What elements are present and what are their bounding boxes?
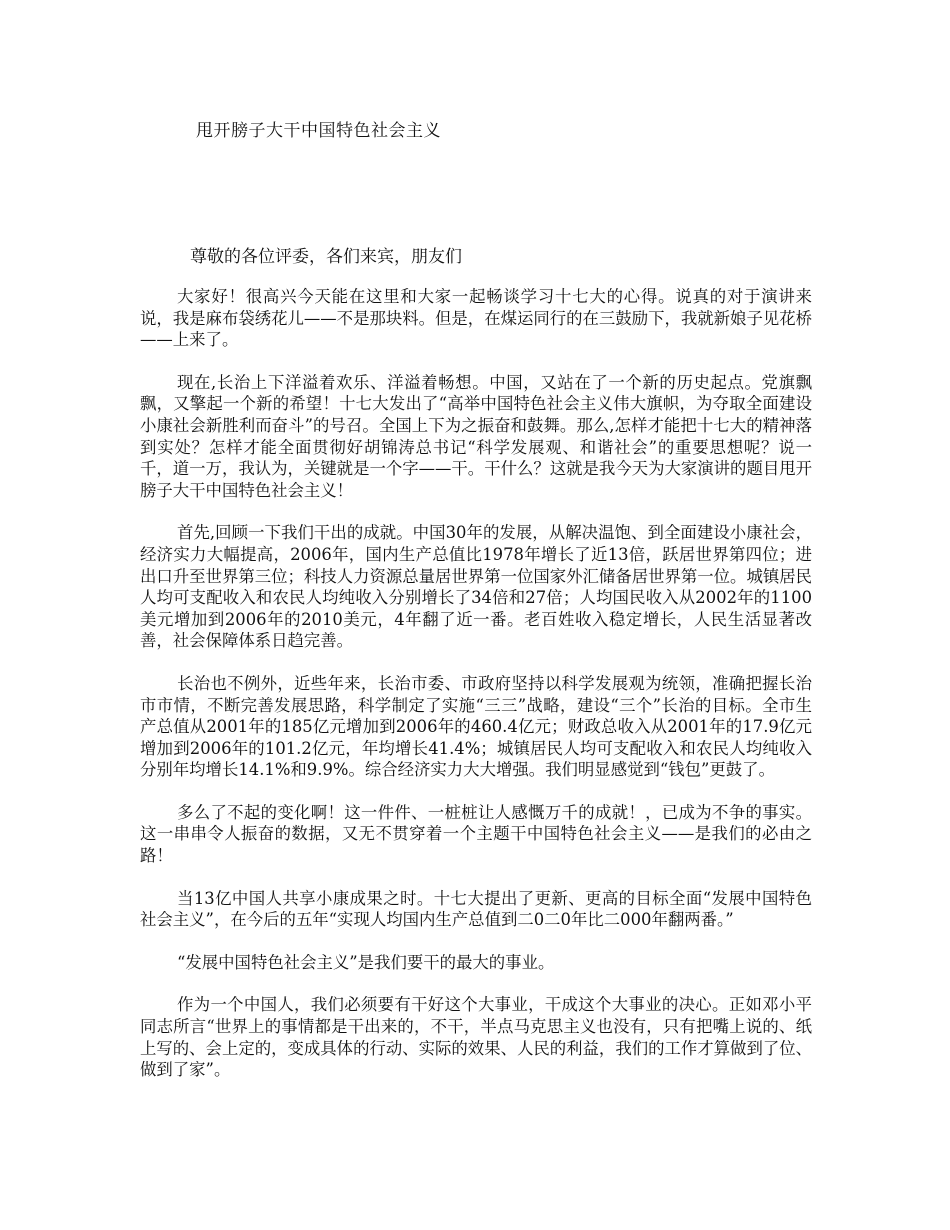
paragraph-national-achievements: 首先,回顾一下我们干出的成就。中国30年的发展，从解决温饱、到全面建设小康社会，经济实力大幅提高，2006年，国内生产总值比1978年增长了近13倍，跃居世界第四位；进出口升至世界第三位；科技人力资源总量居世界第一位国家外汇储备居世界第一位。城镇居民人均可支配收入和农民人均纯收入分别增长了34倍和27倍；人均国民收入从2002年的1100美元增加到2006年的2010美元，4年翻了近一番。老百姓收入稳定增长，人民生活显著改善，社会保障体系日趋完善。 [140, 523, 813, 651]
paragraph-new-goals: 当13亿中国人共享小康成果之时。十七大提出了更新、更高的目标全面“发展中国特色社会主义”，在今后的五年“实现人均国内生产总值到二0二0年比二000年翻两番。” [140, 888, 812, 930]
paragraph-greeting: 大家好！很高兴今天能在这里和大家一起畅谈学习十七大的心得。说真的对于演讲来说，我是麻布袋绣花儿——不是那块料。但是，在煤运同行的在三鼓励下，我就新娘子见花桥——上来了。 [140, 287, 813, 350]
paragraph-determination: 作为一个中国人，我们必须要有干好这个大事业，干成这个大事业的决心。正如邓小平同志所言“世界上的事情都是干出来的，不干，半点马克思主义也没有，只有把嘴上说的、纸上写的、会上定的，变成具体的行动、实际的效果、人民的利益，我们的工作才算做到了位、做到了家”。 [140, 995, 813, 1080]
paragraph-introduction: 现在,长治上下洋溢着欢乐、洋溢着畅想。中国，又站在了一个新的历史起点。党旗飘飘，又擎起一个新的希望！十七大发出了“高举中国特色社会主义伟大旗帜，为夺取全面建设小康社会新胜利而奋斗”的号召。全国上下为之振奋和鼓舞。那么,怎样才能把十七大的精神落到实处？怎样才能全面贯彻好胡锦涛总书记“科学发展观、和谐社会”的重要思想呢？说一千，道一万，我认为，关键就是一个字——干。干什么？这就是我今天为大家演讲的题目甩开膀子大干中国特色社会主义！ [140, 372, 813, 500]
paragraph-reflection: 多么了不起的变化啊！这一件件、一桩桩让人感慨万千的成就！，已成为不争的事实。这一串串令人振奋的数据，又无不贯穿着一个主题干中国特色社会主义——是我们的必由之路！ [140, 802, 812, 866]
document-title: 甩开膀子大干中国特色社会主义 [196, 121, 441, 141]
salutation: 尊敬的各位评委，各们来宾，朋友们 [190, 247, 462, 267]
paragraph-changzhi-achievements: 长治也不例外，近些年来，长治市委、市政府坚持以科学发展观为统领，准确把握长治市市情，不断完善发展思路，科学制定了实施“三三”战略，建设“三个”长治的目标。全市生产总值从2001年的185亿元增加到2006年的460.4亿元；财政总收入从2001年的17.9亿元增加到2006年的101.2亿元，年均增长41.4%；城镇居民人均可支配收入和农民人均纯收入分别年均增长14.1%和9.9%。综合经济实力大大增强。我们明显感觉到“钱包”更鼓了。 [140, 673, 812, 780]
paragraph-greatest-cause: “发展中国特色社会主义”是我们要干的最大的事业。 [177, 952, 555, 972]
document-body [140, 286, 812, 1102]
